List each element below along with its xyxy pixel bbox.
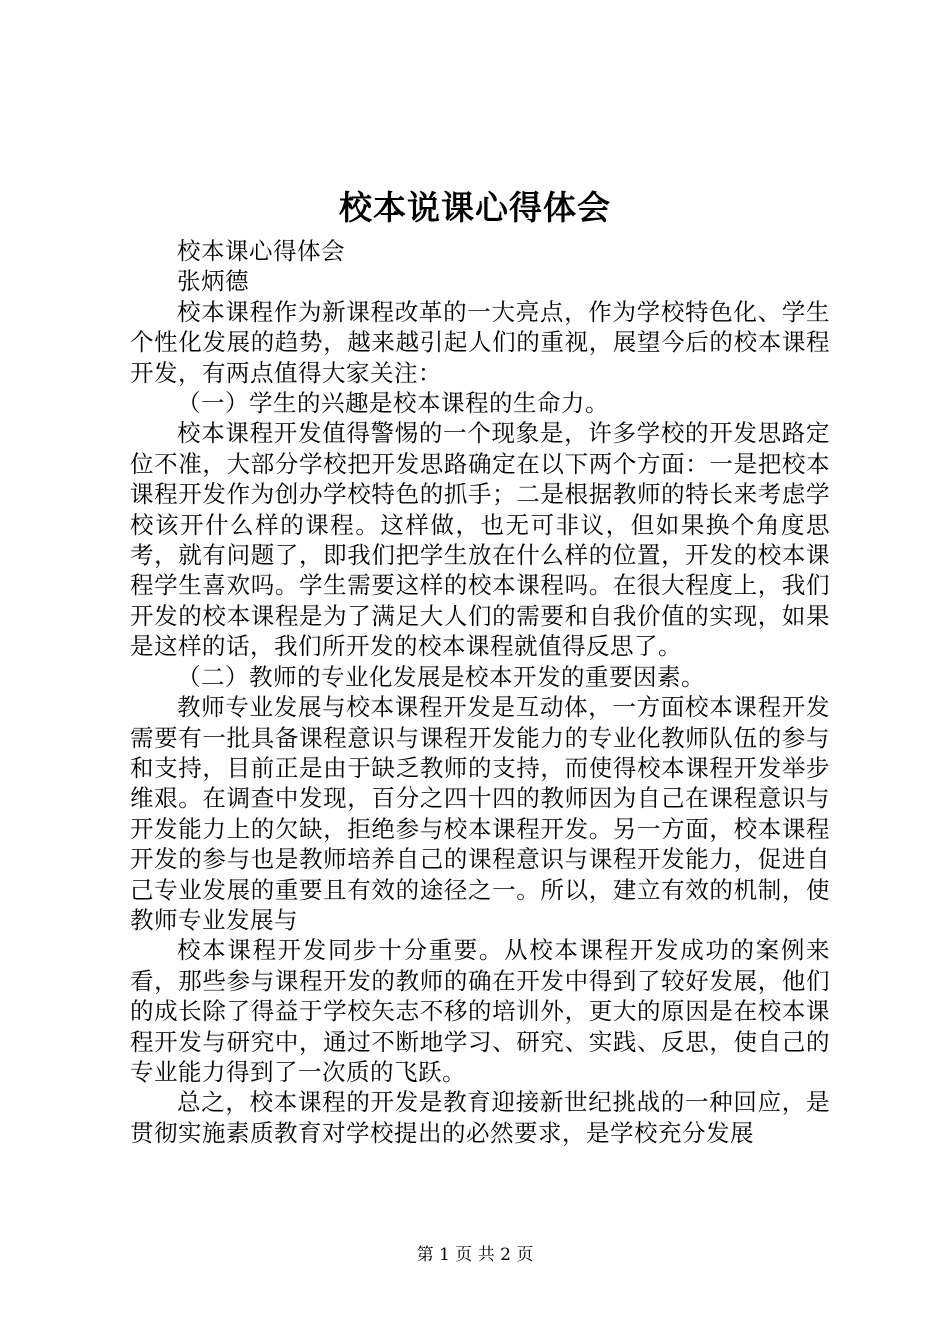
section-heading: （一）学生的兴趣是校本课程的生命力。 <box>177 389 609 418</box>
body-paragraph: 校本课程开发值得警惕的一个现象是，许多学校的开发思路定位不准，大部分学校把开发思路确定在以下两个方面：一是把校本课程开发作为创办学校特色的抓手；二是根据教师的特长来考虑学校该开什么样的课程。这样做，也无可非议，但如果换个角度思考，就有问题了，即我们把学生放在什么样的位置，开发的校本课程学生喜欢吗。学生需要这样的校本课程吗。在很大程度上，我们开发的校本课程是为了满足大人们的需要和自我价值的实现，如果是这样的话，我们所开发的校本课程就值得反思了。 <box>130 419 830 661</box>
body-paragraph: 校本课程开发同步十分重要。从校本课程开发成功的案例来看，那些参与课程开发的教师的确在开发中得到了较好发展，他们的成长除了得益于学校矢志不移的培训外，更大的原因是在校本课程开发与研究中，通过不断地学习、研究、实践、反思，使自己的专业能力得到了一次质的飞跃。 <box>130 936 830 1086</box>
section-heading: （二）教师的专业化发展是校本开发的重要因素。 <box>177 662 705 691</box>
document-title: 校本说课心得体会 <box>339 188 611 227</box>
body-paragraph: 总之，校本课程的开发是教育迎接新世纪挑战的一种回应，是贯彻实施素质教育对学校提出的必然要求，是学校充分发展 <box>130 1088 830 1147</box>
body-paragraph: 教师专业发展与校本课程开发是互动体，一方面校本课程开发需要有一批具备课程意识与课程开发能力的专业化教师队伍的参与和支持，目前正是由于缺乏教师的支持，而使得校本课程开发举步维艰。在调查中发现，百分之四十四的教师因为自己在课程意识与开发能力上的欠缺，拒绝参与校本课程开发。另一方面，校本课程开发的参与也是教师培养自己的课程意识与课程开发能力，促进自己专业发展的重要且有效的途径之一。所以，建立有效的机制，使教师专业发展与 <box>130 693 830 934</box>
subtitle-paragraph: 校本课心得体会 <box>177 237 345 265</box>
body-paragraph: 校本课程作为新课程改革的一大亮点，作为学校特色化、学生个性化发展的趋势，越来越引起人们的重视，展望今后的校本课程开发，有两点值得大家关注： <box>130 297 830 387</box>
page-footer: 第 1 页 共 2 页 <box>416 1245 534 1265</box>
author-paragraph: 张炳德 <box>177 267 249 296</box>
document-body <box>130 236 830 1148</box>
